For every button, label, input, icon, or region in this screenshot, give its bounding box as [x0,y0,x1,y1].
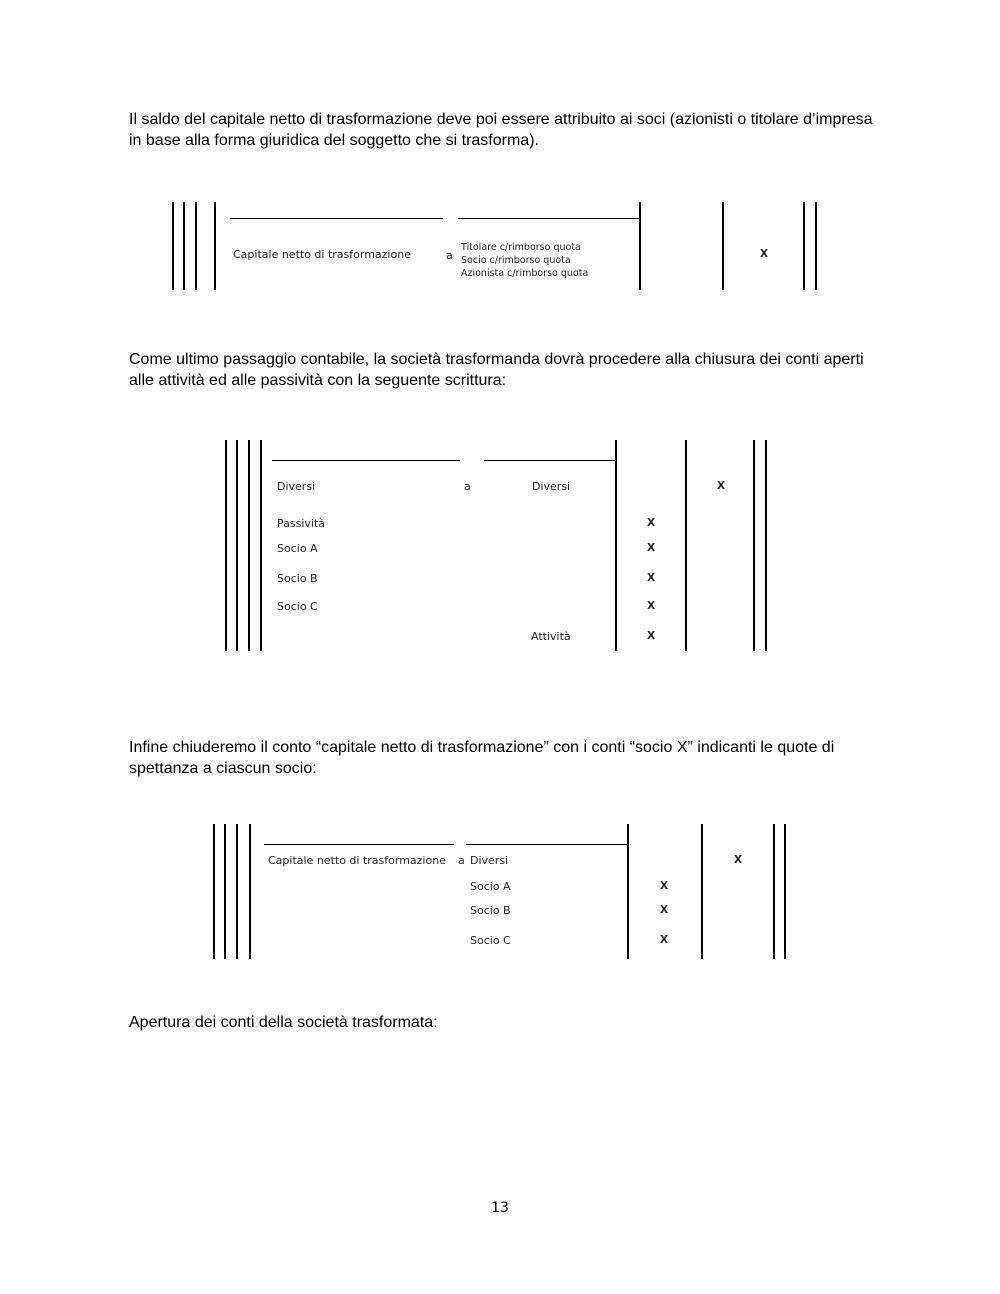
debit-header-line [230,218,443,219]
rule [236,824,238,959]
credit-row-label: Attività [531,630,571,643]
row-label: Socio C [277,600,318,613]
rule [213,824,215,959]
rule [260,440,262,651]
total-amount: X [717,480,726,492]
rule [183,202,185,290]
page-number: 13 [491,1200,509,1216]
credit-account: Diversi [470,854,509,867]
credit-account: Socio c/rimborso quota [461,255,571,266]
credit-header-line [458,218,639,219]
row-amount: X [647,542,656,554]
row-label: Socio A [470,880,511,893]
row-amount: X [660,880,669,892]
row-label: Socio B [470,904,511,917]
total-amount: X [734,854,743,866]
a-marker: a [458,854,465,867]
rule [224,824,226,959]
rule [195,202,197,290]
paragraph-capital-closing: Infine chiuderemo il conto “capitale netto di trasformazione” con i conti “socio X” indicanti le quote di spettanza a ciascun socio: [129,739,835,777]
debit-header-line [264,844,454,845]
row-label: Passività [277,517,326,530]
rule [172,202,174,290]
credit-header-line [466,844,627,845]
rule [765,440,767,651]
rule [639,202,641,290]
row-label: Socio A [277,542,318,555]
debit-account: Capitale netto di trasformazione [268,854,446,867]
paragraph-opening: Apertura dei conti della società trasformata: [129,1014,438,1031]
credit-row-amount: X [647,630,656,642]
journal-entry-attribution [172,202,822,290]
rule [248,440,250,651]
journal-entry-capital-closing [213,824,788,959]
rule [701,824,703,959]
row-label: Socio C [470,934,511,947]
row-amount: X [647,600,656,612]
row-label: Socio B [277,572,318,585]
debit-account: Capitale netto di trasformazione [233,248,411,261]
rule [236,440,238,651]
rule [803,202,805,290]
credit-account: Titolare c/rimborso quota [461,242,581,253]
a-marker: a [464,480,471,493]
rule [627,824,629,959]
debit-account: Diversi [277,480,316,493]
amount: X [760,248,769,260]
rule [685,440,687,651]
rule [784,824,786,959]
rule [214,202,216,290]
credit-header-line [484,460,615,461]
rule [615,440,617,651]
rule [249,824,251,959]
row-amount: X [647,517,656,529]
journal-entry-closing [225,440,770,651]
rule [815,202,817,290]
rule [722,202,724,290]
debit-header-line [272,460,460,461]
credit-account: Diversi [532,480,571,493]
row-amount: X [660,904,669,916]
row-amount: X [647,572,656,584]
a-marker: a [446,249,453,262]
rule [225,440,227,651]
row-amount: X [660,934,669,946]
credit-account: Azionista c/rimborso quota [461,268,589,279]
paragraph-closing: Come ultimo passaggio contabile, la società trasformanda dovrà procedere alla chiusura dei conti aperti alle attività ed alle passività con la seguente scrittura: [129,351,864,389]
rule [753,440,755,651]
paragraph-attribution: Il saldo del capitale netto di trasformazione deve poi essere attribuito ai soci (azionisti o titolare d’impresa in base alla forma giuridica del soggetto che si trasforma). [129,111,873,149]
rule [773,824,775,959]
